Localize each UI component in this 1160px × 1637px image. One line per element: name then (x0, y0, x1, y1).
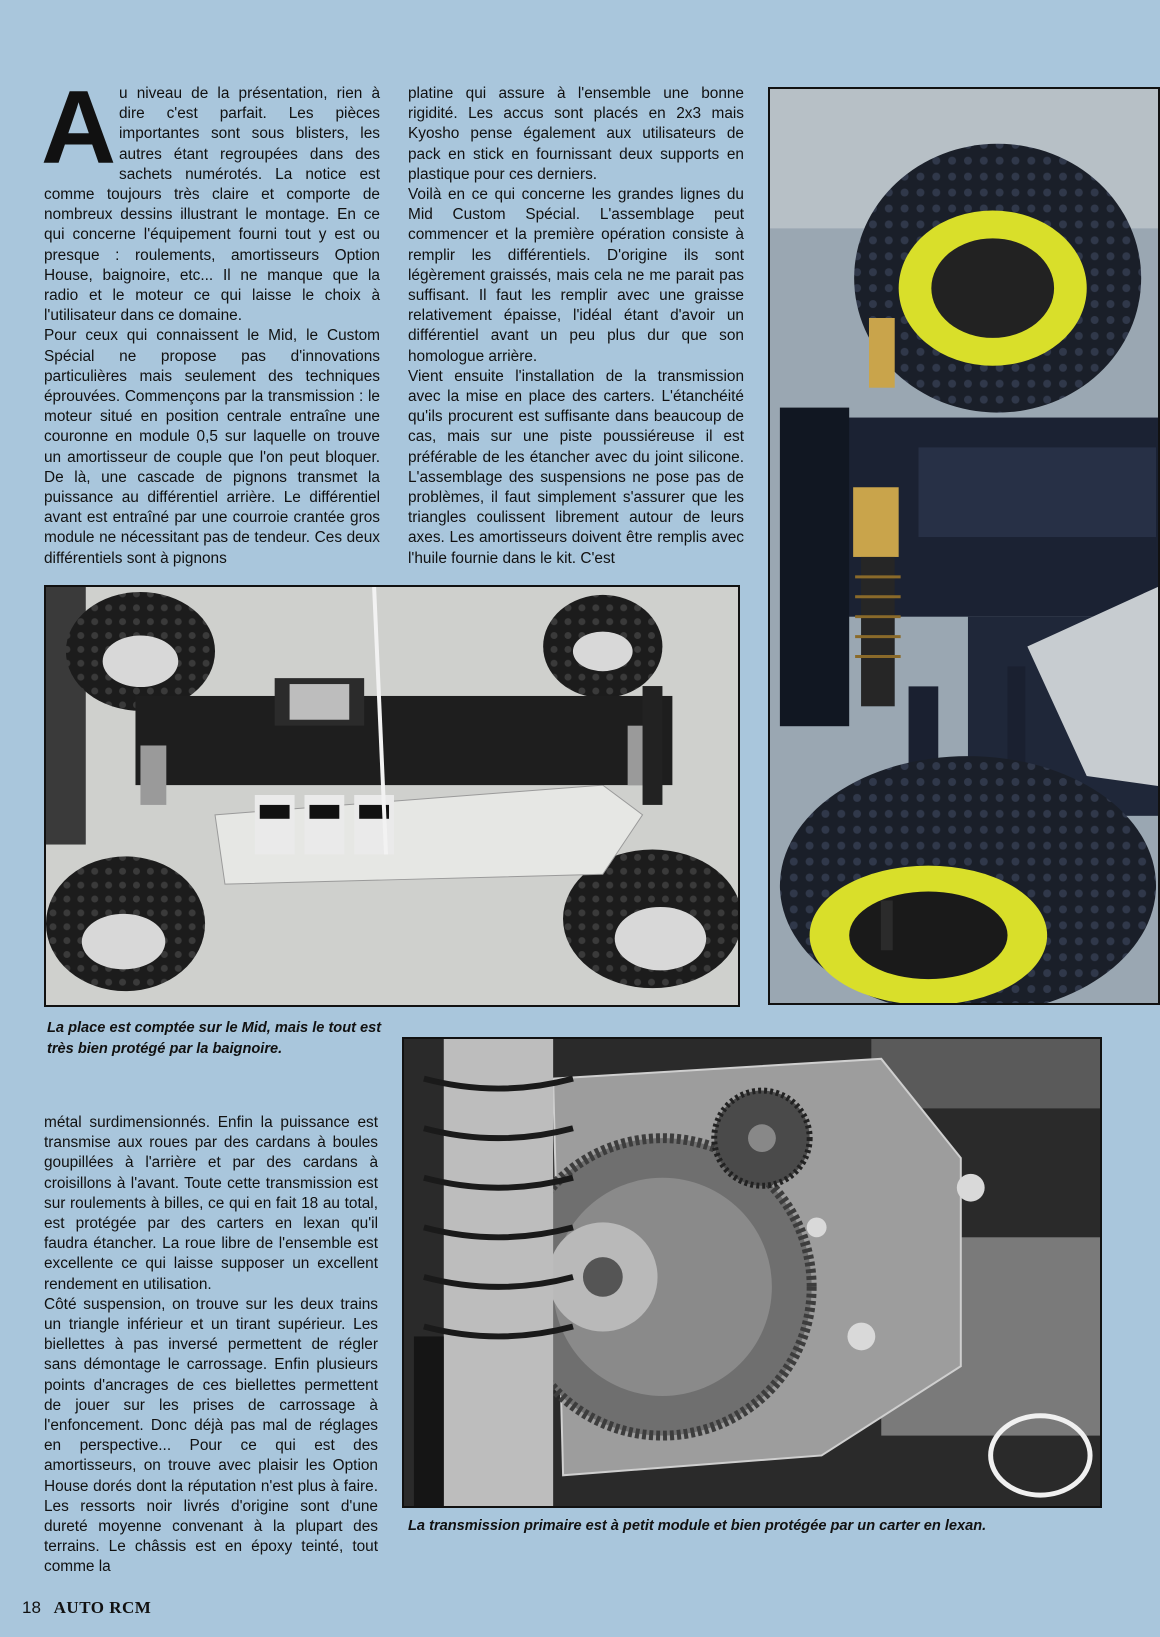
article-column-3 (44, 1113, 378, 1578)
drop-cap: A (41, 70, 117, 186)
article-column-1 (41, 70, 380, 569)
article-paragraph: Vient ensuite l'installation de la transmission avec la mise en place des carters. L'étanchéité qu'ils procurent est suffisante dans beaucoup de cas, mais sur une piste poussiéreuse il est préférable de les étancher avec du joint silicone. L'assemblage des suspensions ne pose pas de problèmes, il faut simplement s'assurer que les triangles coulissent librement autour de leurs axes. Les amortisseurs doivent être remplis avec l'huile fournie dans le kit. C'est (408, 367, 744, 567)
article-paragraph: u niveau de la présentation, rien à dire c'est parfait. Les pièces importantes sont sous blisters, les autres étant regroupées dans des sachets numérotés. La notice est comme toujours très claire et comporte de nombreux dessins illustrant le montage. En ce qui concerne l'équipement fourni tout y est ou presque : roulements, amortisseurs Option House, baignoire, etc... Il ne manque que la radio et le moteur ce qui laisse le choix à l'utilisateur dans ce domaine. (44, 85, 380, 325)
article-paragraph: Pour ceux qui connaissent le Mid, le Custom Spécial ne propose pas d'innovations particulières mais seulement des techniques éprouvées. Commençons par la transmission : le moteur situé en position centrale entraîne une couronne en module 0,5 sur laquelle on trouve un amortisseur de couple que l'on peut bloquer. De là, une cascade de pignons transmet la puissance au différentiel arrière. Le différentiel avant est entraîné par une courroie crantée gros module ne nécessitant pas de tendeur. Ces deux différentiels sont à pignons (44, 327, 380, 567)
article-paragraph: platine qui assure à l'ensemble une bonne rigidité. Les accus sont placés en 2x3 mais Kyosho pense également aux utilisateurs de pack en stick en fournissant deux supports en plastique pour ces derniers. (408, 85, 744, 183)
chassis-photo (44, 585, 740, 1007)
transmission-gear-photo (402, 1037, 1102, 1508)
article-paragraph: Côté suspension, on trouve sur les deux trains un triangle inférieur et un tirant supérieur. Les biellettes à pas inversé permettent de régler sans démontage le carrossage. Enfin plusieurs points d'ancrages de ces biellettes permettent de jouer sur les prises de carrossage à l'enfoncement. Donc déjà pas mal de réglages en perspective... Pour ce qui est des amortisseurs, on trouve avec plaisir les Option House dorés dont la réputation n'est plus à faire. Les ressorts noir livrés d'origine sont d'une dureté moyenne convenant à la plupart des terrains. Le châssis est en époxy teinté, tout comme la (44, 1295, 378, 1576)
page-number: 18 (22, 1598, 41, 1617)
article-column-2 (408, 84, 744, 569)
gear-photo-caption: La transmission primaire est à petit module et bien protégée par un carter en lexan. (408, 1518, 987, 1534)
article-paragraph: métal surdimensionnés. Enfin la puissance est transmise aux roues par des cardans à boules goupillées à l'arrière et par des cardans à croisillons à l'avant. Toute cette transmission est sur roulements à billes, ce qui en fait 18 au total, est protégée par des carters en lexan qu'il faudra étancher. La roue libre de l'ensemble est excellente ce qui laisse supposer un excellent rendement en utilisation. (44, 1114, 378, 1293)
page-footer (22, 1598, 151, 1618)
rear-suspension-photo (768, 87, 1160, 1005)
magazine-name: AUTO RCM (53, 1598, 152, 1617)
article-paragraph: Voilà en ce qui concerne les grandes lignes du Mid Custom Spécial. L'assemblage peut commencer et la première opération consiste à remplir les différentiels. D'origine ils sont légèrement graissés, mais cela ne me parait pas suffisant. Il faut les remplir avec une graisse relativement épaisse, l'idéal étant d'avoir un différentiel avant un peu plus dur que son homologue arrière. (408, 186, 744, 365)
chassis-photo-caption: La place est comptée sur le Mid, mais le tout est très bien protégé par la baignoire. (47, 1020, 382, 1057)
